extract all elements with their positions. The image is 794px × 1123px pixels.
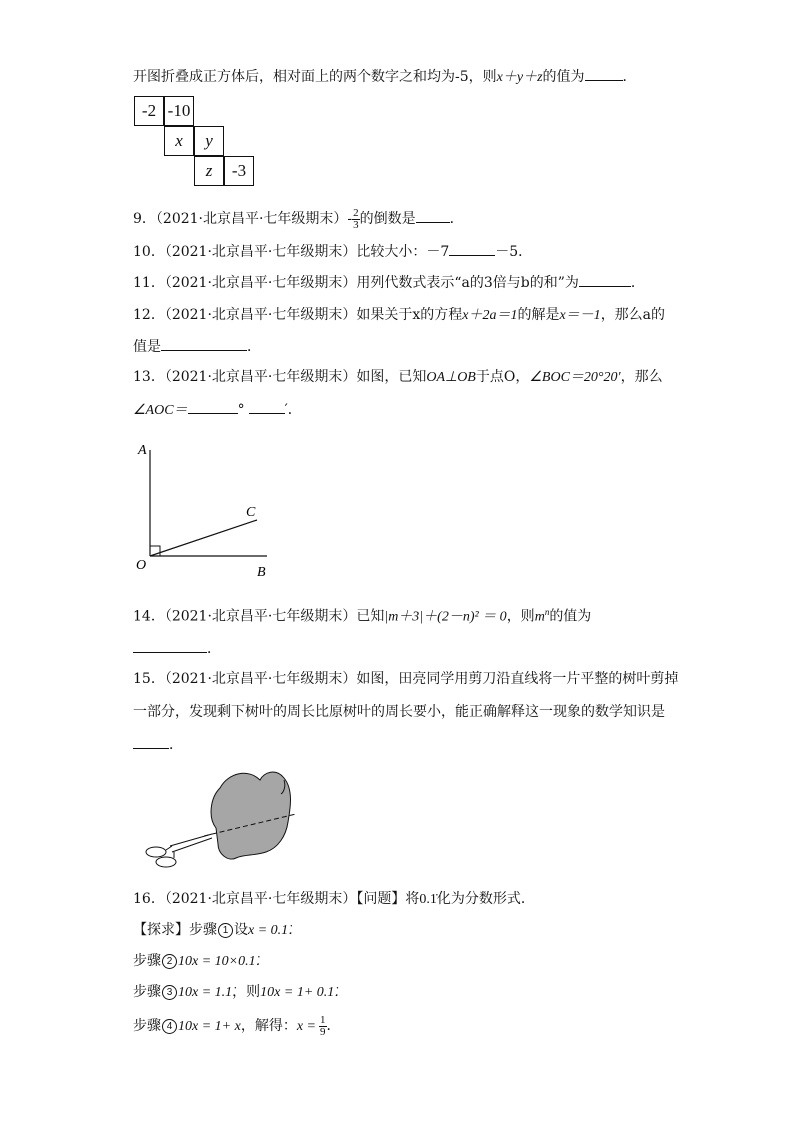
q8-expression: x＋y＋z xyxy=(496,70,543,85)
leaf-scissors-figure xyxy=(138,758,308,876)
q9-fraction: $\frac{2}{3}$ xyxy=(353,206,359,231)
q14-line-1: 14．（2021·北京昌平·七年级期末）已知|m＋3|＋(2－n)² ＝ 0，则$m^n$的值为 xyxy=(133,607,592,625)
q15-line-3: ． xyxy=(133,734,183,755)
scissors-blades xyxy=(170,834,212,852)
cube-cell: -10 xyxy=(164,96,194,126)
step-number-icon: 2 xyxy=(162,954,177,969)
q13-degree-blank[interactable] xyxy=(188,399,238,414)
leaf xyxy=(211,772,290,859)
step-number-icon: 4 xyxy=(162,1019,177,1034)
q16-step-2: 步骤 2 10x = 10×0.1̇． xyxy=(133,953,270,969)
cube-cell: x xyxy=(164,126,194,156)
q12-line-2: 值是 ． xyxy=(133,336,261,357)
q15-answer-blank[interactable] xyxy=(133,734,169,749)
scissors-handle-icon xyxy=(146,847,166,857)
q14-answer-blank[interactable] xyxy=(133,638,207,653)
q11-line: 11．（2021·北京昌平·七年级期末）用列代数式表示“a的3倍与b的和”为 ． xyxy=(133,272,645,293)
cube-cell: -2 xyxy=(134,96,164,126)
label-c: C xyxy=(246,505,256,520)
q13-minute-blank[interactable] xyxy=(249,399,285,414)
cube-cell: z xyxy=(194,156,224,186)
q10-answer-blank[interactable] xyxy=(449,241,495,256)
step-number-icon: 3 xyxy=(162,985,177,1000)
cube-cell: y xyxy=(194,126,224,156)
q11-answer-blank[interactable] xyxy=(579,272,631,287)
q16-step-1: 【探求】步骤 1 设x = 0.1̇． xyxy=(133,922,303,938)
q8-text-b: 的值为 xyxy=(542,69,585,85)
q9-answer-blank[interactable] xyxy=(416,208,450,223)
q13-line-2: ∠AOC＝ ° ′． xyxy=(133,399,302,421)
label-b: B xyxy=(257,565,266,580)
q16-line-1: 16．（2021·北京昌平·七年级期末）【问题】将0.1̇化为分数形式． xyxy=(133,891,535,907)
q8-text: 开图折叠成正方体后，相对面上的两个数字之和均为-5，则 xyxy=(133,69,497,85)
q16-fraction: $\frac{1}{9}$ xyxy=(320,1013,326,1038)
cube-cell: -3 xyxy=(224,156,254,186)
q13-line-1: 13．（2021·北京昌平·七年级期末）如图，已知OA⊥OB于点O，∠BOC＝20°20′，那么 xyxy=(133,369,663,385)
q8-line: 开图折叠成正方体后，相对面上的两个数字之和均为-5，则x＋y＋z的值为 ． xyxy=(133,66,637,88)
angle-figure xyxy=(130,436,280,586)
q10-line: 10．（2021·北京昌平·七年级期末）比较大小：－7 －5． xyxy=(133,241,532,262)
label-o: O xyxy=(136,558,147,573)
q15-line-1: 15．（2021·北京昌平·七年级期末）如图，田亮同学用剪刀沿直线将一片平整的树叶剪掉 xyxy=(133,671,679,687)
q12-line-1: 12．（2021·北京昌平·七年级期末）如果关于x的方程x＋2a＝1的解是x＝－1，那么a的 xyxy=(133,307,666,323)
q15-line-2: 一部分，发现剩下树叶的周长比原树叶的周长要小，能正确解释这一现象的数学知识是 xyxy=(133,704,665,720)
step-number-icon: 1 xyxy=(218,923,233,938)
q8-answer-blank[interactable] xyxy=(585,66,623,81)
q12-answer-blank[interactable] xyxy=(161,336,247,351)
q16-step-3: 步骤 3 10x = 1.1̇，则10x = 1+ 0.1̇． xyxy=(133,984,349,1000)
label-a: A xyxy=(138,443,147,458)
scissors-handle-icon xyxy=(156,857,176,867)
q14-line-2: ． xyxy=(133,638,221,659)
q16-step-4: 步骤 4 10x = 1+ x，解得：x = $\frac{1}{9}$ ． xyxy=(133,1013,341,1038)
q9-line: 9．（2021·北京昌平·七年级期末）- $\frac{2}{3}$ 的倒数是 ． xyxy=(133,206,464,231)
ray-oc xyxy=(150,520,257,556)
